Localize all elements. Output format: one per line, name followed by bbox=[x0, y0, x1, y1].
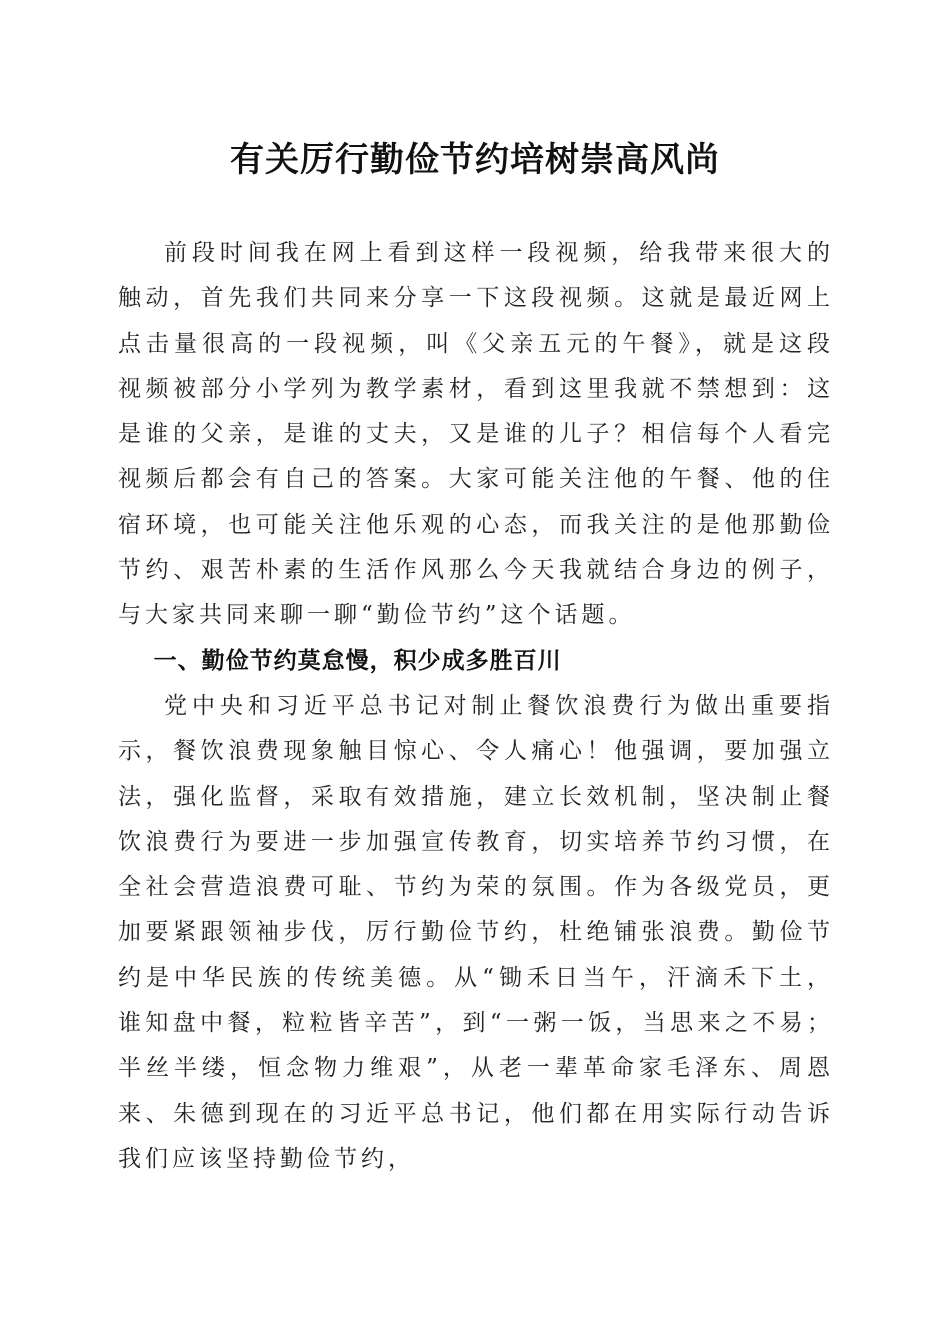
document-body bbox=[118, 231, 834, 1182]
paragraph-section-1: 党中央和习近平总书记对制止餐饮浪费行为做出重要指示，餐饮浪费现象触目惊心、令人痛心！他强调，要加强立法，强化监督，采取有效措施，建立长效机制，坚决制止餐饮浪费行为要进一步加强宣传教育，切实培养节约习惯，在全社会营造浪费可耻、节约为荣的氛围。作为各级党员，更加要紧跟领袖步伐，厉行勤俭节约，杜绝铺张浪费。勤俭节约是中华民族的传统美德。从“锄禾日当午，汗滴禾下土，谁知盘中餐，粒粒皆辛苦”，到“一粥一饭，当思来之不易；半丝半缕，恒念物力维艰”，从老一辈革命家毛泽东、周恩来、朱德到现在的习近平总书记，他们都在用实际行动告诉我们应该坚持勤俭节约， bbox=[118, 692, 834, 1172]
section-heading: 一、勤俭节约莫怠慢，积少成多胜百川 bbox=[153, 647, 562, 674]
paragraph-intro: 前段时间我在网上看到这样一段视频，给我带来很大的触动，首先我们共同来分享一下这段视频。这就是最近网上点击量很高的一段视频，叫《父亲五元的午餐》，就是这段视频被部分小学列为教学素材，看到这里我就不禁想到：这是谁的父亲，是谁的丈夫，又是谁的儿子？相信每个人看完视频后都会有自己的答案。大家可能关注他的午餐、他的住宿环境，也可能关注他乐观的心态，而我关注的是他那勤俭节约、艰苦朴素的生活作风那么今天我就结合身边的例子，与大家共同来聊一聊“勤俭节约”这个话题。 bbox=[118, 240, 834, 629]
document-title: 有关厉行勤俭节约培树崇高风尚 bbox=[230, 140, 720, 180]
